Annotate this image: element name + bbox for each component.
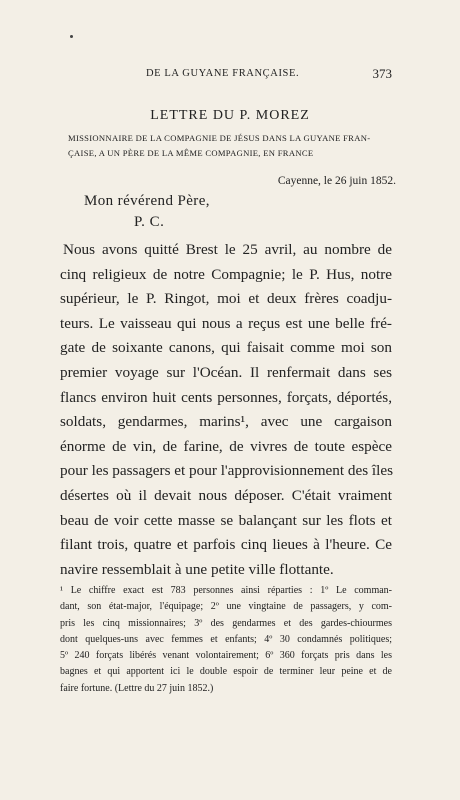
body-line: teurs. Le vaisseau qui nous a reçus est une belle fré- (60, 314, 392, 332)
footnote-line: 5º 240 forçats libérés venant volontairement; 6º 360 forçats pris dans les (60, 650, 392, 662)
letter-subtitle (68, 131, 398, 161)
dateline: Cayenne, le 26 juin 1852. (277, 175, 396, 187)
page-number: 373 (372, 66, 392, 81)
body-line: supérieur, le P. Ringot, moi et deux frères coadju- (60, 290, 392, 308)
letter-title: LETTRE DU P. MOREZ (150, 108, 310, 123)
footnote-line: bagnes et qui apportent ici le double espoir de terminer leur peine et de (60, 666, 392, 678)
pax-christi: P. C. (134, 214, 165, 230)
footnote-line: pris les cinq missionnaires; 3º des gendarmes et des gardes-chiourmes (60, 617, 392, 629)
footnote-line: dont quelques-uns avec femmes et enfants; 4º 30 condamnés politiques; (60, 633, 392, 645)
body-line: Nous avons quitté Brest le 25 avril, au nombre de (63, 241, 392, 258)
running-title: DE LA GUYANE FRANÇAISE. (146, 68, 300, 79)
running-head (60, 68, 392, 84)
body-line: désertes où il devait nous déposer. C'était vraiment (60, 486, 392, 504)
body-line: flancs environ huit cents personnes, forçats, déportés, (60, 388, 392, 406)
footnote (60, 583, 392, 697)
letter-subtitle-line: MISSIONNAIRE DE LA COMPAGNIE DE JÉSUS DANS LA GUYANE FRAN- (68, 133, 371, 143)
body-line: beau de voir cette masse se balançant sur les flots et (60, 511, 392, 529)
body-line: cinq religieux de notre Compagnie; le P. Hus, notre (60, 265, 392, 283)
letter-subtitle-line: ÇAISE, A UN PÈRE DE LA MÊME COMPAGNIE, EN FRANCE (68, 148, 314, 158)
footnote-line: dant, son état-major, l'équipage; 2º une vingtaine de passagers, y com- (60, 601, 392, 613)
footnote-line: faire fortune. (Lettre du 27 juin 1852.) (60, 682, 214, 694)
body-line: énorme de vin, de farine, de vivres de toute espèce (60, 437, 392, 455)
body-line: gate de soixante canons, qui faisait comme moi son (60, 339, 392, 357)
body-line: premier voyage sur l'Océan. Il renfermait dans ses (60, 363, 392, 381)
body-text (60, 238, 392, 582)
body-line: soldats, gendarmes, marins¹, avec une cargaison (60, 413, 392, 431)
body-line: pour les passagers et pour l'approvisionnement des îles (60, 462, 393, 480)
body-line: filant trois, quatre et parfois cinq lieues à l'heure. Ce (60, 536, 392, 554)
footnote-line: ¹ Le chiffre exact est 783 personnes ainsi réparties : 1º Le comman- (60, 585, 392, 596)
salutation: Mon révérend Père, (84, 193, 210, 209)
body-line: navire ressemblait à une petite ville flottante. (60, 560, 334, 578)
ink-speck (70, 35, 73, 38)
